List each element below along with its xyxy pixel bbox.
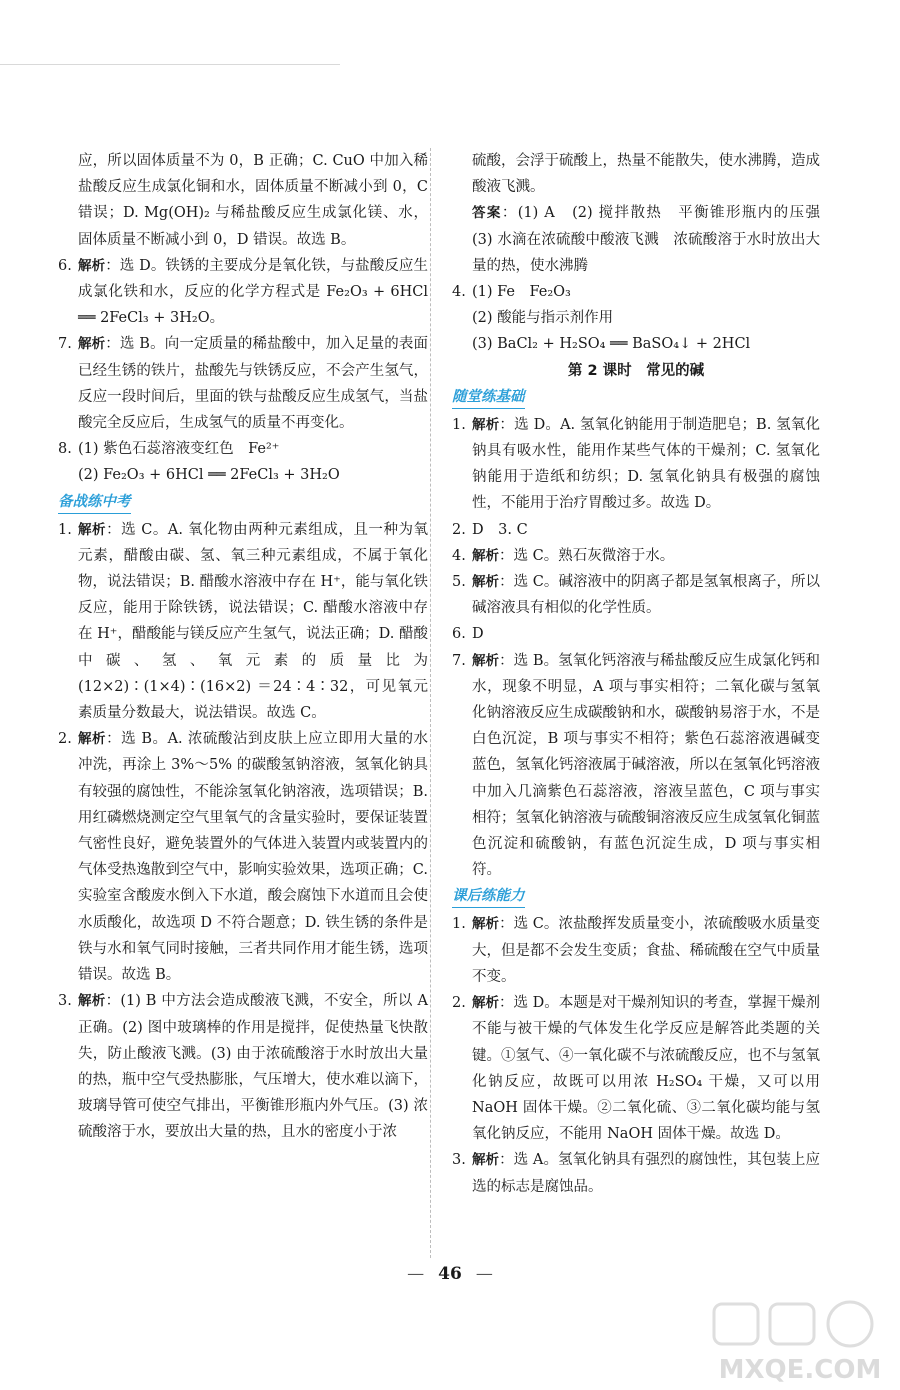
answer-text: D	[472, 626, 484, 643]
analysis-text: ：选 B。氢氧化钙溶液与稀盐酸反应生成氯化钙和水，现象不明显，A 项与事实相符；二氧化碳与氢氧化钠溶液反应生成碳酸钠和水，碳酸钠易溶于水，不是白色沉淀，B 项与事实不相符；紫色石蕊溶液遇碱变蓝色，氢氧化钙溶液属于碱溶液，所以在氢氧化钙溶液中加入几滴紫色石蕊溶液，溶液呈蓝色，C 项与事实相符；氢氧化钠溶液与硫酸铜溶液反应生成氢氧化铜蓝色沉淀和硫酸钠，有蓝色沉淀生成，D 项与事实相符。	[472, 652, 821, 879]
svg-text:MXQE.COM: MXQE.COM	[718, 1355, 882, 1385]
answer-text: D 3. C	[472, 521, 528, 538]
analysis-text: ：选 A。氢氧化钠具有强烈的腐蚀性，其包装上应选的标志是腐蚀品。	[472, 1152, 820, 1195]
analysis-label: 解析	[472, 995, 500, 1012]
analysis-label: 解析	[472, 547, 499, 564]
analysis-text: ：选 C。熟石灰微溶于水。	[499, 547, 675, 564]
section-title-exam: 备战练中考	[58, 491, 131, 514]
lesson-title: 第 2 课时 常见的碱	[567, 362, 705, 379]
analysis-text: ：选 B。A. 浓硫酸沾到皮肤上应立即用大量的水冲洗，再涂上 3%～5% 的碳酸氢钠溶液，氢氧化钠具有较强的腐蚀性，不能涂氢氧化钠溶液，选项错误；B. 用红磷燃烧测定空气里氧气的含量实验时，要保证装置气密性良好，避免装置外的气体进入装置内或装置内的气体受热逸散到空气中，影响实验效果，选项正确；C. 实验室含酸废水倒入下水道，酸会腐蚀下水道而且会使水质酸化，故选项 D 不符合题意；D. 铁生锈的条件是铁与水和氧气同时接触，三者共同作用才能生锈，选项错误。故选 B。	[78, 731, 429, 984]
section-title-ability: 课后练能力	[452, 885, 525, 908]
exam-question-1	[58, 517, 428, 727]
analysis-label: 解析	[472, 1152, 500, 1169]
page-dash-left: —	[407, 1264, 425, 1284]
analysis-label: 解析	[78, 257, 106, 274]
answer-line: (2) 酸能与指示剂作用	[472, 310, 614, 327]
analysis-label: 解析	[472, 416, 500, 433]
question-number: 2.	[58, 731, 72, 748]
question-7	[58, 331, 428, 436]
question-number: 6.	[452, 626, 466, 643]
answer-block	[452, 200, 835, 279]
left-column	[58, 148, 428, 1146]
watermark-logo	[700, 1296, 900, 1390]
answer-line: (1) Fe Fe₂O₃	[472, 284, 571, 301]
question-number: 7.	[58, 336, 72, 353]
question-number: 2.	[452, 995, 466, 1012]
answer-text: ：(1) A (2) 搅拌散热 平衡锥形瓶内的压强 (3) 水滴在浓硫酸中酸液飞溅 浓硫酸溶于水时放出大量的热，使水沸腾	[472, 205, 835, 274]
analysis-text: ：选 B。向一定质量的稀盐酸中，加入足量的表面已经生锈的铁片，盐酸先与铁锈反应，不会产生氢气，反应一段时间后，里面的铁与盐酸反应生成氢气，当盐酸完全反应后，生成氢气的质量不再变化。	[78, 336, 429, 432]
question-8	[58, 436, 428, 488]
analysis-text: ：选 D。铁锈的主要成分是氧化铁，与盐酸反应生成氯化铁和水，反应的化学方程式是 Fe₂O₃ + 6HCl ══ 2FeCl₃ + 3H₂O。	[78, 257, 429, 327]
exam-question-3	[58, 988, 428, 1145]
question-4	[452, 279, 820, 358]
continued-text: 应，所以固体质量不为 0，B 正确；C. CuO 中加入稀盐酸反应生成氯化铜和水，固体质量不断减小到 0，C 错误；D. Mg(OH)₂ 与稀盐酸反应生成氯化镁、水，固体质量不断减小到 0，D 错误。故选 B。	[78, 153, 428, 248]
continued-text: 硫酸，会浮于硫酸上，热量不能散失，使水沸腾，造成酸液飞溅。	[472, 153, 820, 196]
ability-question-2	[452, 990, 820, 1147]
question-number: 2.	[452, 521, 466, 538]
ability-question-1	[452, 911, 820, 990]
analysis-text: ：选 C。浓盐酸挥发质量变小，浓硫酸吸水质量变大，但是都不会发生变质；食盐、稀硫酸在空气中质量不变。	[472, 916, 821, 985]
question-number: 6.	[58, 257, 72, 274]
analysis-text: ：选 D。本题是对干燥剂知识的考查，掌握干燥剂不能与被干燥的气体发生化学反应是解答此类题的关键。①氢气、④一氧化碳不与浓硫酸反应，也不与氢氧化钠反应，故既可以用浓 H₂SO₄ 干燥，又可以用 NaOH 固体干燥。②二氧化硫、③二氧化碳均能与氢氧化钠反应，不能用 NaOH 固体干燥。故选 D。	[472, 995, 821, 1143]
right-column	[452, 148, 835, 1200]
basic-question-2-3	[452, 517, 820, 543]
analysis-label: 解析	[78, 521, 107, 538]
question-number: 5.	[452, 574, 466, 591]
answer-line: (3) BaCl₂ + H₂SO₄ ══ BaSO₄↓ + 2HCl	[472, 336, 751, 353]
question-number: 1.	[58, 521, 72, 538]
basic-question-1	[452, 412, 820, 517]
question-number: 1.	[452, 916, 466, 933]
analysis-text: ：选 C。A. 氧化物由两种元素组成，且一种为氧元素，醋酸由碳、氢、氧三种元素组成，不属于氧化物，说法错误；B. 醋酸水溶液中存在 H⁺，能与氧化铁反应，能用于除铁锈，说法错误；C. 醋酸水溶液中存在 H⁺，醋酸能与镁反应产生氢气，说法正确；D. 醋酸中碳、氢、氧元素的质量比为(12×2)∶(1×4)∶(16×2) ＝24∶4∶32，可见氧元素质量分数最大，说法错误。故选 C。	[78, 521, 428, 722]
page-number	[0, 1264, 900, 1284]
basic-question-4	[452, 543, 820, 569]
analysis-label: 解析	[472, 652, 500, 669]
question-number: 3.	[58, 993, 72, 1010]
exam-question-2	[58, 726, 428, 988]
answer-line: (1) 紫色石蕊溶液变红色 Fe²⁺	[78, 441, 280, 458]
column-divider	[430, 148, 431, 1258]
question-6	[58, 253, 428, 332]
top-rule	[0, 64, 340, 65]
question-number: 4.	[452, 547, 466, 564]
section-title-basic: 随堂练基础	[452, 386, 525, 409]
question-number: 3.	[452, 1152, 466, 1169]
analysis-label: 解析	[78, 731, 107, 748]
analysis-label: 解析	[472, 574, 500, 591]
analysis-label: 解析	[78, 993, 106, 1010]
question-number: 4.	[452, 284, 466, 301]
question-number: 8.	[58, 441, 72, 458]
analysis-label: 解析	[78, 336, 106, 353]
analysis-text: ：选 C。碱溶液中的阴离子都是氢氧根离子，所以碱溶液具有相似的化学性质。	[472, 574, 821, 617]
question-number: 1.	[452, 416, 466, 433]
answer-label: 答案	[472, 205, 502, 222]
analysis-label: 解析	[472, 916, 500, 933]
question-number: 7.	[452, 652, 466, 669]
analysis-text: ：选 D。A. 氢氧化钠能用于制造肥皂；B. 氢氧化钠具有吸水性，能用作某些气体的干燥剂；C. 氢氧化钠能用于造纸和纺织；D. 氢氧化钠具有极强的腐蚀性，不能用于治疗胃酸过多。故选 D。	[472, 416, 821, 512]
page-number-value: 46	[438, 1264, 462, 1284]
answer-line: (2) Fe₂O₃ + 6HCl ══ 2FeCl₃ + 3H₂O	[78, 467, 340, 484]
basic-question-7	[452, 648, 820, 884]
basic-question-6	[452, 621, 820, 647]
basic-question-5	[452, 569, 820, 621]
ability-question-3	[452, 1147, 820, 1199]
page-dash-right: —	[475, 1264, 493, 1284]
analysis-text: ：(1) B 中方法会造成酸液飞溅，不安全，所以 A 正确。(2) 图中玻璃棒的作用是搅拌，促使热量飞快散失，防止酸液飞溅。(3) 由于浓硫酸溶于水时放出大量的热，瓶中空气受热膨胀，气压增大，使水难以滴下，玻璃导管可使空气排出，平衡锥形瓶内外气压。(3) 浓硫酸溶于水，要放出大量的热，且水的密度小于浓	[78, 993, 429, 1141]
